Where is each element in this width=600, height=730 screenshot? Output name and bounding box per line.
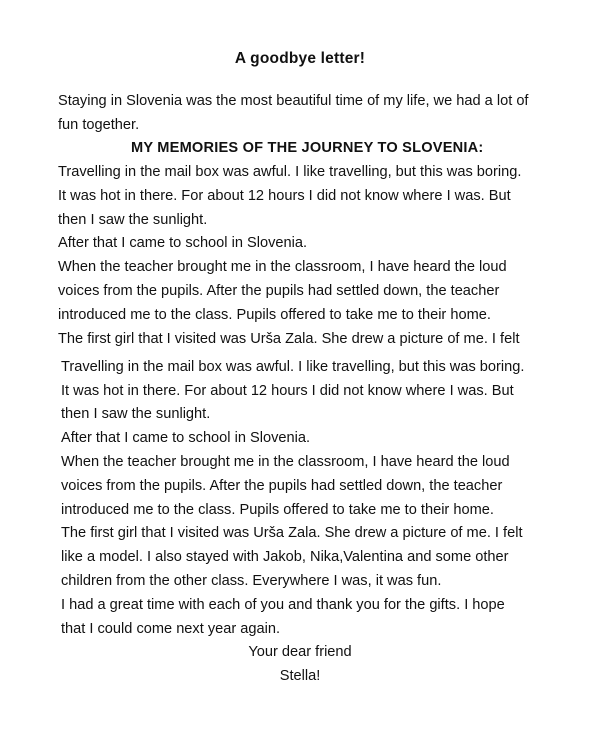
body-line: like a model. I also stayed with Jakob, Nika,Valentina and some other (61, 549, 509, 565)
body-line: When the teacher brought me in the classroom, I have heard the loud (58, 259, 507, 275)
body-line: The first girl that I visited was Urša Zala. She drew a picture of me. I felt (58, 331, 520, 347)
body-line: It was hot in there. For about 12 hours I did not know where I was. But (61, 383, 514, 399)
signature: Stella! (279, 668, 321, 684)
intro-line: Staying in Slovenia was the most beautiful time of my life, we had a lot of (58, 93, 529, 109)
intro-line: fun together. (58, 117, 140, 133)
body-line: It was hot in there. For about 12 hours I did not know where I was. But (58, 188, 511, 204)
body-line: Travelling in the mail box was awful. I like travelling, but this was boring. (61, 359, 525, 375)
body-line: When the teacher brought me in the classroom, I have heard the loud (61, 454, 510, 470)
body-line: voices from the pupils. After the pupils had settled down, the teacher (61, 478, 503, 494)
body-line: then I saw the sunlight. (61, 406, 211, 422)
letter-title: A goodbye letter! (234, 50, 366, 67)
body-line: After that I came to school in Slovenia. (58, 235, 308, 251)
body-line: introduced me to the class. Pupils offered to take me to their home. (61, 502, 494, 518)
body-line: that I could come next year again. (61, 621, 281, 637)
body-line: then I saw the sunlight. (58, 212, 208, 228)
body-line: I had a great time with each of you and thank you for the gifts. I hope (61, 597, 505, 613)
section-heading: MY MEMORIES OF THE JOURNEY TO SLOVENIA: (131, 140, 484, 156)
body-line: children from the other class. Everywhere I was, it was fun. (61, 573, 442, 589)
closing-line: Your dear friend (248, 644, 352, 660)
body-line: Travelling in the mail box was awful. I like travelling, but this was boring. (58, 164, 522, 180)
body-line: introduced me to the class. Pupils offered to take me to their home. (58, 307, 491, 323)
body-line: After that I came to school in Slovenia. (61, 430, 311, 446)
body-line: The first girl that I visited was Urša Zala. She drew a picture of me. I felt (61, 525, 523, 541)
body-line: voices from the pupils. After the pupils had settled down, the teacher (58, 283, 500, 299)
